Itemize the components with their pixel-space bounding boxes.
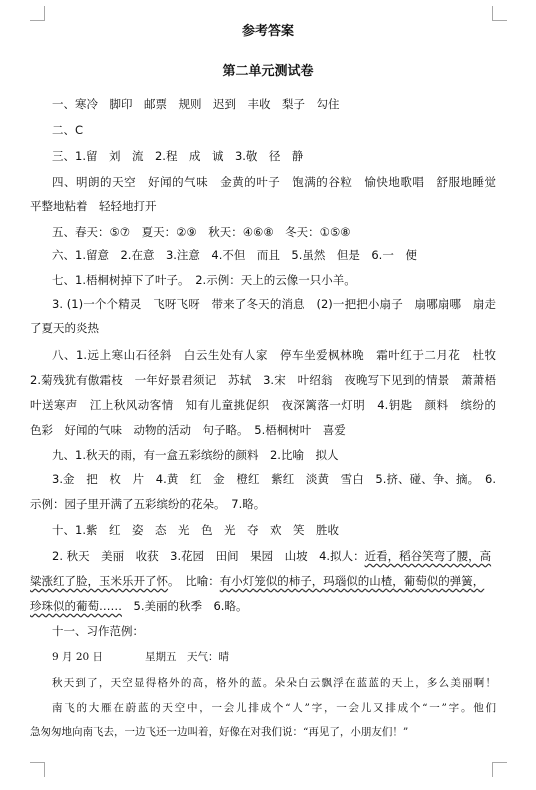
answer-line: 色彩 好闻的气味 动物的活动 句子略。 5.梧桐树叶 喜爱	[30, 423, 346, 437]
answer-line: 二、C	[52, 123, 84, 137]
answer-line: 六、1.留意 2.在意 3.注意 4.不但 而且 5.虽然 但是 6.一 便	[52, 248, 417, 262]
answer-line	[30, 598, 247, 614]
answer-line: 七、1.梧桐树掉下了叶子。 2.示例：天上的云像一只小羊。	[52, 273, 356, 287]
essay-line: 南飞的大雁在蔚蓝的天空中，一会儿排成个“人”字，一会儿又排成个“一”字。他们	[52, 702, 496, 714]
essay-header: 9 月 20 日 星期五 天气：晴	[52, 651, 230, 663]
answer-line: 平整地粘着 轻轻地打开	[30, 199, 157, 213]
answer-text: 5.美丽的秋季 6.略。	[122, 599, 248, 613]
page-corner-mark	[492, 6, 507, 21]
answer-line: 3.金 把 枚 片 4.黄 红 金 橙红 紫红 淡黄 雪白 5.挤、碰、争、摘。 6.	[52, 472, 496, 486]
page-corner-mark	[30, 762, 45, 777]
page-title: 参考答案	[241, 24, 294, 39]
answer-line	[52, 548, 491, 564]
answer-text: 。 比喻：	[168, 574, 220, 588]
page-corner-mark	[492, 762, 507, 777]
answer-line: 四、明朗的天空 好闻的气味 金黄的叶子 饱满的谷粒 愉快地歌唱 舒服地睡觉	[52, 175, 496, 189]
section-title: 第二单元测试卷	[222, 64, 314, 79]
underlined-answer: 粱涨红了脸，玉米乐开了怀	[30, 574, 168, 588]
answer-line: 十一、习作范例：	[52, 624, 144, 638]
answer-line	[30, 573, 484, 589]
answer-line: 八、1.远上寒山石径斜 白云生处有人家 停车坐爱枫林晚 霜叶红于二月花 杜牧	[52, 348, 496, 362]
underlined-answer: 珍珠似的葡萄……	[30, 599, 122, 613]
answer-line: 了夏天的炎热	[30, 321, 99, 335]
answer-line: 3. (1)一个个精灵 飞呀飞呀 带来了冬天的消息 (2)一把把小扇子 扇哪扇哪 扇走	[52, 297, 496, 311]
answer-line: 九、1.秋天的雨，有一盒五彩缤纷的颜料 2.比喻 拟人	[52, 448, 339, 462]
underlined-answer: 近看，稻谷笑弯了腰，高	[364, 549, 492, 563]
underlined-answer: 有小灯笼似的柿子，玛瑙似的山楂，葡萄似的弹簧，	[219, 574, 485, 588]
answer-line: 五、春天：⑤⑦ 夏天：②⑨ 秋天：④⑥⑧ 冬天：①⑤⑧	[52, 225, 351, 239]
essay-line: 急匆匆地向南飞去，一边飞还一边叫着，好像在对我们说：“再见了，小朋友们！”	[30, 726, 409, 738]
answer-line: 示例：园子里开满了五彩缤纷的花朵。 7.略。	[30, 497, 266, 511]
page-corner-mark	[30, 6, 45, 21]
answer-line: 十、1.紫 红 姿 态 光 色 光 夺 欢 笑 胜收	[52, 523, 339, 537]
answer-line: 叶送寒声 江上秋风动客情 知有儿童挑促织 夜深篱落一灯明 4.钥匙 颜料 缤纷的	[30, 398, 496, 412]
essay-line: 秋天到了，天空显得格外的高，格外的蓝。朵朵白云飘浮在蓝蓝的天上，多么美丽啊！	[52, 677, 496, 689]
answer-line: 2.菊残犹有傲霜枝 一年好景君须记 苏轼 3.宋 叶绍翁 夜晚写下见到的情景 萧萧梧	[30, 373, 496, 387]
answer-text: 2. 秋天 美丽 收获 3.花园 田间 果园 山坡 4.拟人：	[52, 549, 365, 563]
answer-line: 三、1.留 刘 流 2.程 成 诚 3.敬 径 静	[52, 149, 304, 163]
answer-line: 一、寒冷 脚印 邮票 规则 迟到 丰收 梨子 勾住	[52, 97, 340, 111]
